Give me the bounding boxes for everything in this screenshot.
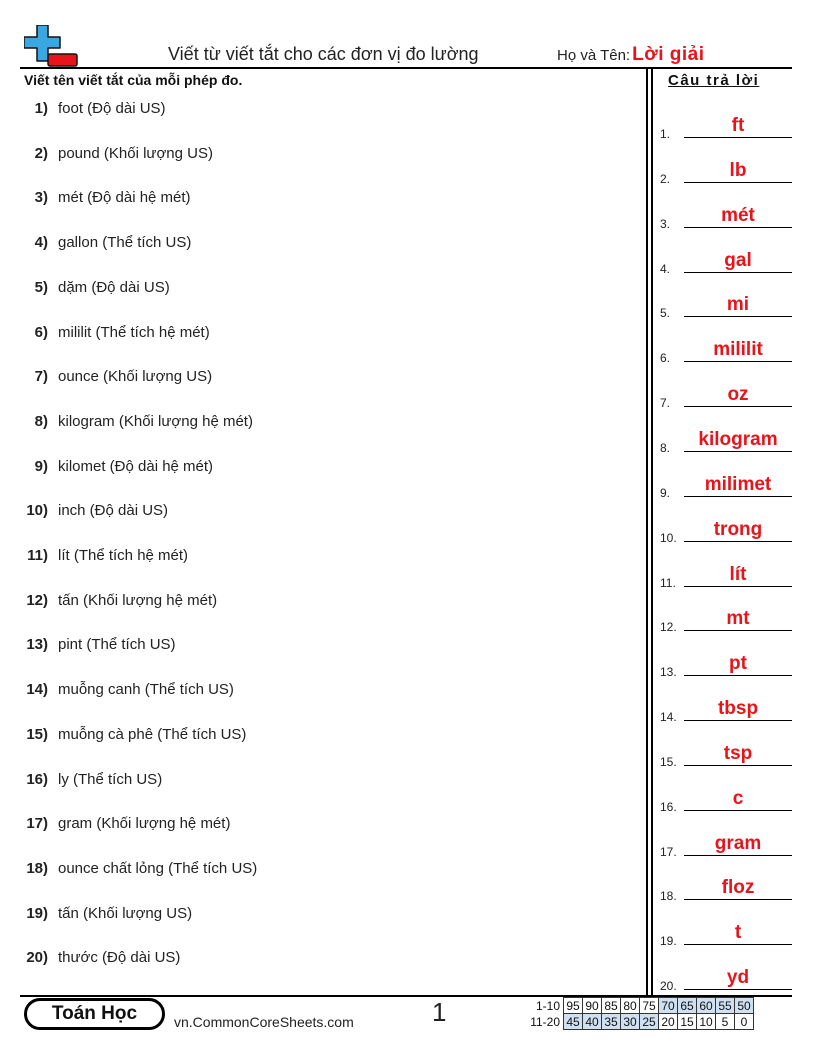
answer-number: 19. — [660, 934, 677, 949]
question-text: tấn (Khối lượng US) — [58, 904, 193, 922]
answer-slot — [660, 101, 795, 141]
score-cell: 40 — [583, 1014, 602, 1030]
question-text: gallon (Thể tích US) — [58, 234, 192, 252]
question-number: 20) — [26, 949, 48, 967]
answer-number: 8. — [660, 440, 671, 455]
question-item — [0, 145, 640, 162]
answer-slot — [660, 325, 795, 365]
answer-slot — [660, 280, 795, 320]
score-cell: 30 — [621, 1014, 640, 1030]
answer-value: gal — [724, 249, 752, 271]
answer-blank-line — [684, 182, 792, 183]
answer-blank-line — [684, 855, 792, 856]
score-cell: 85 — [602, 998, 621, 1014]
answer-blank-line — [684, 989, 792, 990]
question-item — [0, 636, 640, 653]
answer-slot — [660, 729, 795, 769]
answer-slot — [660, 146, 795, 186]
answer-blank-line — [684, 137, 792, 138]
score-cell: 0 — [735, 1014, 754, 1030]
answer-blank-line — [684, 899, 792, 900]
answer-number: 7. — [660, 396, 671, 411]
question-text: foot (Độ dài US) — [58, 100, 166, 117]
question-text: thước (Độ dài US) — [58, 949, 181, 967]
question-text: dặm (Độ dài US) — [58, 278, 170, 296]
answer-value: tbsp — [717, 698, 759, 720]
score-cell: 60 — [697, 998, 716, 1014]
name-label: Họ và Tên: — [557, 47, 631, 64]
question-item — [0, 771, 640, 788]
answer-value: tsp — [723, 742, 753, 764]
score-row-label: 1-10 — [535, 998, 560, 1013]
question-text: ounce chất lỏng (Thể tích US) — [58, 859, 258, 877]
answer-value: c — [732, 787, 744, 809]
answer-blank-line — [684, 720, 792, 721]
answer-value: lít — [729, 563, 747, 585]
header-divider — [20, 67, 792, 69]
answer-number: 11. — [660, 575, 676, 590]
question-item — [0, 458, 640, 475]
question-number: 12) — [26, 591, 48, 609]
score-cell: 65 — [678, 998, 697, 1014]
question-text: muỗng cà phê (Thể tích US) — [58, 725, 247, 743]
score-row — [530, 998, 754, 1014]
score-cell: 5 — [716, 1014, 735, 1030]
question-text: gram (Khối lượng hệ mét) — [58, 815, 231, 833]
answer-blank-line — [684, 406, 792, 407]
answer-number: 14. — [660, 710, 677, 725]
question-item — [0, 681, 640, 698]
name-value: Lời giải — [632, 44, 705, 65]
question-number: 4) — [34, 234, 48, 252]
answer-value: mt — [726, 608, 750, 630]
question-text: ly (Thể tích US) — [58, 770, 163, 788]
answer-blank-line — [684, 272, 792, 273]
answer-value: trong — [713, 518, 763, 540]
score-cell: 50 — [735, 998, 754, 1014]
question-number: 17) — [26, 815, 48, 833]
question-number: 15) — [26, 725, 48, 743]
answer-value: gram — [714, 832, 762, 854]
answer-slot — [660, 550, 795, 590]
answer-blank-line — [684, 541, 792, 542]
question-number: 9) — [34, 457, 48, 475]
answer-slot — [660, 505, 795, 545]
answer-slot — [660, 191, 795, 231]
answer-value: mét — [721, 204, 755, 226]
score-table — [530, 997, 754, 1030]
worksheet-title: Viết từ viết tắt cho các đơn vị đo lường — [168, 44, 479, 64]
question-number: 5) — [34, 278, 48, 296]
answer-slot — [660, 460, 795, 500]
answer-number: 6. — [660, 351, 671, 366]
page-number: 1 — [432, 997, 447, 1027]
question-item — [0, 592, 640, 609]
score-cell: 70 — [659, 998, 678, 1014]
answer-number: 13. — [660, 665, 677, 680]
question-number: 6) — [34, 323, 48, 341]
answer-value: floz — [721, 877, 755, 899]
answer-number: 20. — [660, 979, 677, 994]
score-cell: 25 — [640, 1014, 659, 1030]
score-cell: 15 — [678, 1014, 697, 1030]
answer-number: 5. — [660, 306, 671, 321]
question-item — [0, 324, 640, 341]
question-text: pint (Thể tích US) — [58, 636, 176, 654]
answer-blank-line — [684, 451, 792, 452]
column-divider-right — [651, 67, 653, 996]
question-text: kilomet (Độ dài hệ mét) — [58, 457, 214, 475]
question-text: tấn (Khối lượng hệ mét) — [58, 591, 218, 609]
question-number: 13) — [26, 636, 48, 654]
answer-number: 9. — [660, 485, 671, 500]
question-item — [0, 815, 640, 832]
answer-number: 3. — [660, 216, 671, 231]
question-item — [0, 860, 640, 877]
answer-slot — [660, 594, 795, 634]
question-text: mét (Độ dài hệ mét) — [58, 189, 191, 207]
question-item — [0, 547, 640, 564]
question-number: 2) — [34, 144, 48, 162]
answer-number: 16. — [660, 799, 677, 814]
question-text: kilogram (Khối lượng hệ mét) — [58, 412, 253, 430]
question-item — [0, 368, 640, 385]
score-cell: 55 — [716, 998, 735, 1014]
answer-slot — [660, 819, 795, 859]
answer-value: kilogram — [698, 428, 778, 450]
question-text: pound (Khối lượng US) — [58, 144, 213, 162]
answer-number: 18. — [660, 889, 677, 904]
question-number: 1) — [34, 100, 48, 117]
question-item — [0, 726, 640, 743]
question-item — [0, 949, 640, 966]
answer-slot — [660, 236, 795, 276]
answer-blank-line — [684, 361, 792, 362]
answer-number: 10. — [660, 530, 677, 545]
answer-blank-line — [684, 227, 792, 228]
question-item — [0, 189, 640, 206]
score-cell: 95 — [564, 998, 583, 1014]
answer-slot — [660, 415, 795, 455]
answer-blank-line — [684, 765, 792, 766]
answer-value: mi — [726, 294, 750, 316]
question-text: ounce (Khối lượng US) — [58, 368, 213, 386]
answer-number: 2. — [660, 171, 671, 186]
score-cell: 80 — [621, 998, 640, 1014]
score-cell: 35 — [602, 1014, 621, 1030]
answer-value: mililit — [713, 339, 763, 361]
answer-number: 17. — [660, 844, 677, 859]
answer-slot — [660, 953, 795, 993]
answer-slot — [660, 370, 795, 410]
score-row-label: 11-20 — [530, 1014, 560, 1029]
answer-number: 12. — [660, 620, 677, 635]
answer-slot — [660, 863, 795, 903]
question-number: 7) — [34, 368, 48, 386]
answer-value: oz — [727, 384, 749, 406]
question-text: lít (Thể tích hệ mét) — [58, 547, 189, 564]
website-link[interactable]: vn.CommonCoreSheets.com — [174, 1014, 354, 1030]
plus-minus-logo-icon — [24, 25, 80, 69]
answer-number: 4. — [660, 261, 671, 276]
question-item — [0, 413, 640, 430]
name-field — [557, 44, 705, 66]
answer-value: t — [734, 922, 742, 944]
column-divider-left — [646, 67, 648, 996]
score-cell: 90 — [583, 998, 602, 1014]
score-cell: 10 — [697, 1014, 716, 1030]
answer-slot — [660, 908, 795, 948]
instructions: Viết tên viết tắt của mỗi phép đo. — [24, 72, 243, 88]
answer-value: yd — [726, 967, 750, 989]
question-number: 19) — [26, 904, 48, 922]
answer-number: 15. — [660, 754, 677, 769]
answer-value: ft — [731, 115, 745, 136]
question-number: 3) — [34, 189, 48, 207]
brand-badge: Toán Học — [24, 998, 165, 1030]
answer-slot — [660, 774, 795, 814]
question-item — [0, 905, 640, 922]
question-number: 11) — [27, 547, 48, 564]
answer-blank-line — [684, 316, 792, 317]
question-item — [0, 234, 640, 251]
answer-value: pt — [729, 653, 747, 675]
answer-value: lb — [729, 159, 747, 181]
answer-number: 1. — [660, 127, 671, 141]
score-cell: 45 — [564, 1014, 583, 1030]
score-cell: 75 — [640, 998, 659, 1014]
question-text: mililit (Thể tích hệ mét) — [58, 323, 210, 341]
answer-blank-line — [684, 496, 792, 497]
question-text: muỗng canh (Thể tích US) — [58, 681, 234, 699]
question-number: 16) — [26, 770, 48, 788]
score-cell: 20 — [659, 1014, 678, 1030]
answer-blank-line — [684, 675, 792, 676]
answer-blank-line — [684, 586, 792, 587]
answer-slot — [660, 684, 795, 724]
answer-key-header: Câu trả lời — [668, 72, 760, 89]
answer-blank-line — [684, 944, 792, 945]
question-item — [0, 502, 640, 519]
question-number: 18) — [26, 859, 48, 877]
score-row — [530, 1014, 754, 1030]
answer-blank-line — [684, 630, 792, 631]
question-item — [0, 279, 640, 296]
question-number: 10) — [26, 502, 48, 520]
question-item — [0, 100, 640, 117]
question-text: inch (Độ dài US) — [58, 502, 169, 520]
answer-value: milimet — [704, 473, 772, 495]
answer-slot — [660, 639, 795, 679]
question-number: 14) — [26, 681, 48, 699]
question-number: 8) — [34, 412, 48, 430]
answer-blank-line — [684, 810, 792, 811]
